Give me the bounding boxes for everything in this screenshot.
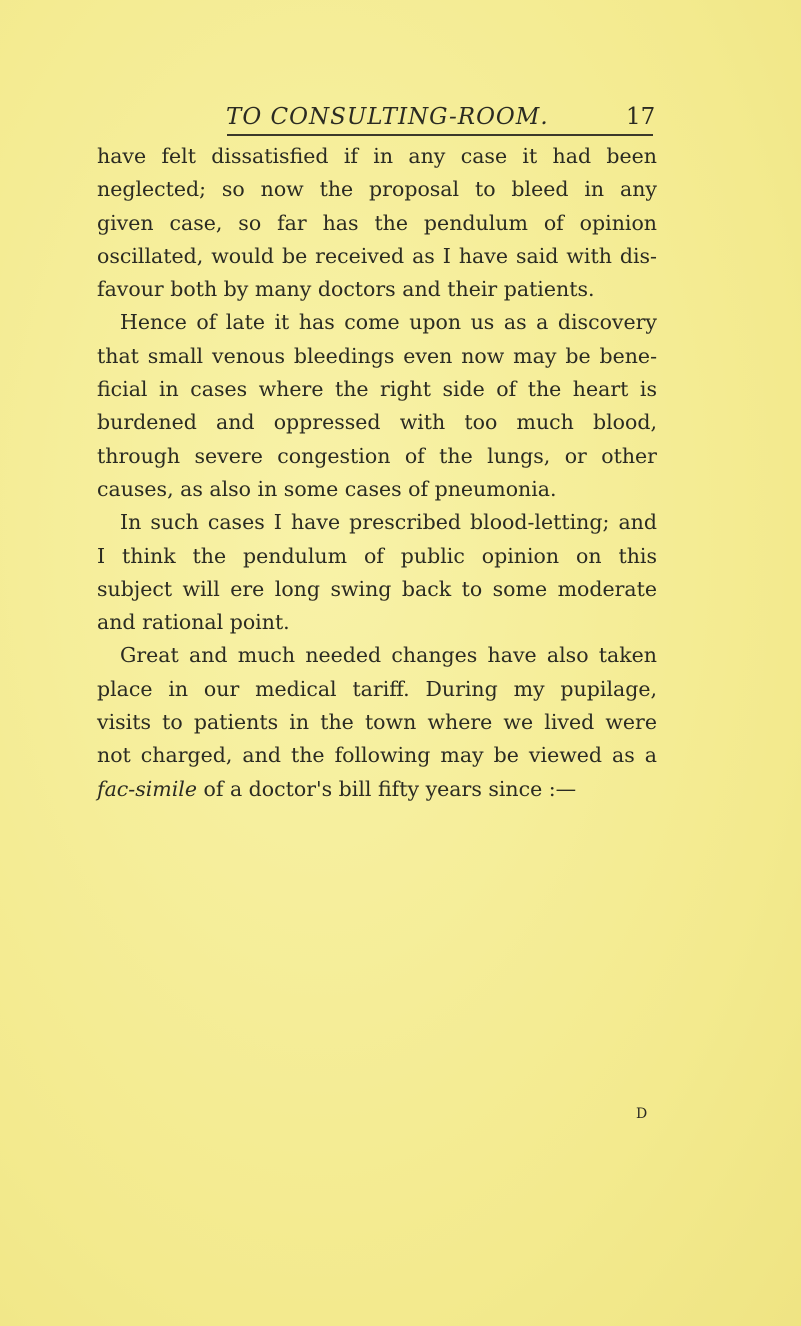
- text-line: In such cases I have prescribed blood-letting; and: [120, 510, 657, 535]
- text-line: given case, so far has the pendulum of opinion: [97, 210, 657, 235]
- body-text: [97, 140, 657, 806]
- text-line: neglected; so now the proposal to bleed in any: [97, 177, 657, 202]
- text-line: oscillated, would be received as I have said with dis-: [97, 243, 657, 268]
- text-line: ficial in cases where the right side of the heart is: [97, 377, 657, 402]
- text-line: that small venous bleedings even now may be bene-: [97, 343, 657, 368]
- text-line: burdened and oppressed with too much blood,: [97, 410, 657, 435]
- text-line: Hence of late it has come upon us as a discovery: [120, 310, 657, 335]
- text-line: place in our medical tariff. During my pupilage,: [97, 676, 657, 701]
- text-line: and rational point.: [97, 610, 290, 635]
- text-line: causes, as also in some cases of pneumonia.: [97, 476, 557, 501]
- header-rule: [227, 134, 653, 136]
- text-line: I think the pendulum of public opinion on this: [97, 543, 657, 568]
- text-line-final: [97, 773, 657, 806]
- text-line: favour both by many doctors and their patients.: [97, 277, 595, 302]
- text-line-rest: of a doctor's bill fifty years since :—: [196, 776, 577, 801]
- text-line: visits to patients in the town where we lived were: [97, 710, 657, 735]
- text-line: subject will ere long swing back to some moderate: [97, 576, 657, 601]
- text-line: have felt dissatisfied if in any case it had been: [97, 144, 657, 168]
- text-line: Great and much needed changes have also taken: [120, 643, 657, 668]
- text-line: not charged, and the following may be viewed as a: [97, 743, 657, 768]
- page-number: 17: [626, 104, 656, 130]
- text-line: through severe congestion of the lungs, or other: [97, 443, 657, 468]
- italic-term: fac-simile: [97, 776, 197, 801]
- signature-mark: D: [636, 1106, 649, 1122]
- running-title: TO CONSULTING-ROOM.: [226, 104, 549, 130]
